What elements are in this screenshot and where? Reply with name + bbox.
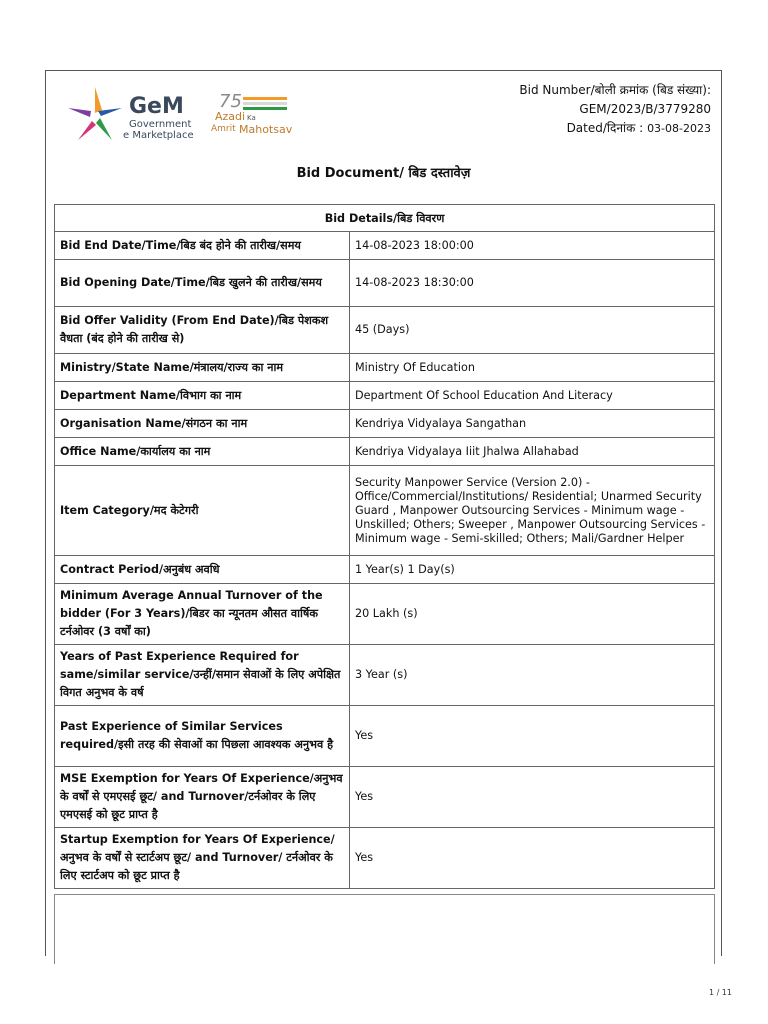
table-row (55, 706, 715, 767)
dated-label: Dated/दिनांक : (566, 121, 644, 135)
table-row (55, 354, 715, 382)
row-label: Department Name/विभाग का नाम (55, 382, 350, 410)
row-value: 14-08-2023 18:00:00 (350, 232, 715, 260)
row-label: Ministry/State Name/मंत्रालय/राज्य का नाम (55, 354, 350, 382)
table-row (55, 466, 715, 556)
document-page (45, 70, 722, 956)
table-row (55, 382, 715, 410)
table-heading: Bid Details/बिड विवरण (55, 205, 715, 232)
row-value: Ministry Of Education (350, 354, 715, 382)
row-value: 1 Year(s) 1 Day(s) (350, 556, 715, 584)
bid-meta (519, 81, 711, 138)
row-value: 45 (Days) (350, 307, 715, 354)
row-value: 20 Lakh (s) (350, 584, 715, 645)
table-row (55, 556, 715, 584)
row-label: Years of Past Experience Required for same/similar service/उन्हीं/समान सेवाओं के लिए अपेक्षित विगत अनुभव के वर्ष (55, 645, 350, 706)
azadi-ka-amrit-mahotsav-logo (211, 89, 301, 135)
row-value: Department Of School Education And Literacy (350, 382, 715, 410)
page-number: 1 / 11 (708, 988, 732, 997)
row-label: Item Category/मद केटेगरी (55, 466, 350, 556)
gem-logo-text: GeM (129, 94, 184, 119)
svg-text:Amrit: Amrit (211, 124, 236, 134)
gem-logo (65, 83, 235, 143)
row-value: Kendriya Vidyalaya Iiit Jhalwa Allahabad (350, 438, 715, 466)
row-label: Startup Exemption for Years Of Experience/अनुभव के वर्षों से स्टार्टअप छूट/ and Turnover/ टर्नओवर के लिए स्टार्टअप को छूट प्राप्त है (55, 828, 350, 889)
table-row (55, 767, 715, 828)
table-row (55, 232, 715, 260)
row-label: Minimum Average Annual Turnover of the bidder (For 3 Years)/बिडर का न्यूनतम औसत वार्षिक टर्नओवर (3 वर्षों का) (55, 584, 350, 645)
table-row (55, 307, 715, 354)
row-label: Bid Offer Validity (From End Date)/बिड पेशकश वैधता (बंद होने की तारीख से) (55, 307, 350, 354)
row-label: Office Name/कार्यालय का नाम (55, 438, 350, 466)
next-section-box (54, 894, 715, 964)
row-value: Yes (350, 767, 715, 828)
dated-line (519, 119, 711, 138)
row-label: Bid Opening Date/Time/बिड खुलने की तारीख/समय (55, 260, 350, 307)
row-value: 3 Year (s) (350, 645, 715, 706)
row-value: Security Manpower Service (Version 2.0) - Office/Commercial/Institutions/ Residential; Unarmed Security Guard , Manpower Outsourcing Services - Minimum wage - Unskilled; Others; Sweeper , Manpower Outsourcing Services - Minimum wage - Semi-skilled; Others; Mali/Gardner Helper (350, 466, 715, 556)
table-row (55, 260, 715, 307)
row-label: Organisation Name/संगठन का नाम (55, 410, 350, 438)
table-row (55, 438, 715, 466)
svg-text:Ka: Ka (247, 114, 256, 122)
row-value: Kendriya Vidyalaya Sangathan (350, 410, 715, 438)
svg-text:Azadi: Azadi (215, 110, 246, 123)
svg-text:Mahotsav: Mahotsav (239, 123, 293, 135)
svg-text:Government: Government (129, 119, 192, 130)
row-label: Bid End Date/Time/बिड बंद होने की तारीख/समय (55, 232, 350, 260)
row-value: 14-08-2023 18:30:00 (350, 260, 715, 307)
row-value: Yes (350, 828, 715, 889)
bid-number-label: Bid Number/बोली क्रमांक (बिड संख्या): (519, 83, 711, 97)
bid-number: GEM/2023/B/3779280 (579, 102, 711, 116)
row-label: MSE Exemption for Years Of Experience/अनुभव के वर्षों से एमएसई छूट/ and Turnover/टर्नओवर के लिए एमएसई को छूट प्राप्त है (55, 767, 350, 828)
svg-text:e Marketplace: e Marketplace (123, 130, 194, 141)
row-label: Contract Period/अनुबंध अवधि (55, 556, 350, 584)
row-value: Yes (350, 706, 715, 767)
bid-details-table (54, 204, 715, 889)
dated-value: 03-08-2023 (647, 122, 711, 135)
table-row (55, 645, 715, 706)
table-row (55, 410, 715, 438)
table-row (55, 828, 715, 889)
table-row (55, 584, 715, 645)
document-title: Bid Document/ बिड दस्तावेज़ (296, 166, 471, 181)
row-label: Past Experience of Similar Services required/इसी तरह की सेवाओं का पिछला आवश्यक अनुभव है (55, 706, 350, 767)
svg-text:75: 75 (219, 91, 242, 112)
